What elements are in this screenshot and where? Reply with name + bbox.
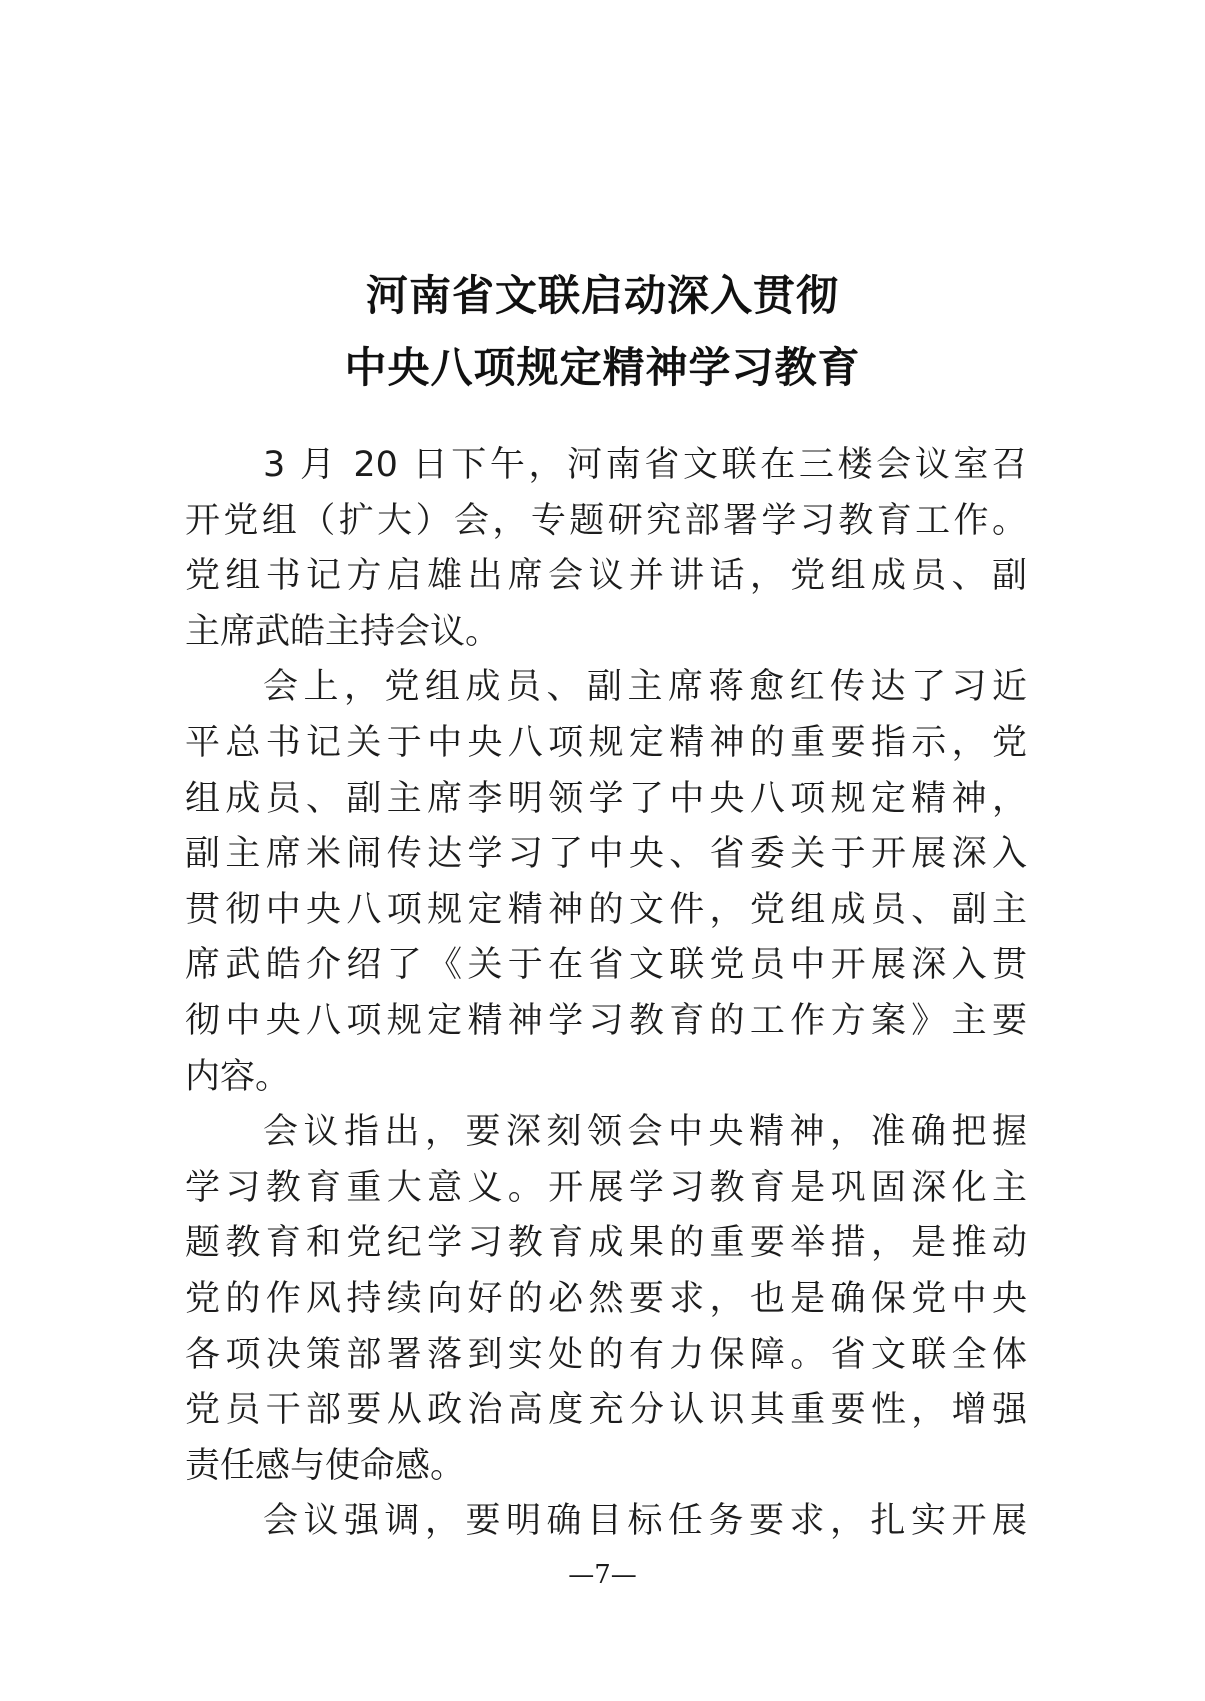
paragraph-line: 责任感与使命感。: [185, 1445, 466, 1486]
paragraph-line: 席武皓介绍了《关于在省文联党员中开展深入贯: [185, 945, 1027, 986]
paragraph-line: 会议强调，要明确目标任务要求，扎实开展: [263, 1501, 1027, 1542]
paragraph-line: 党员干部要从政治高度充分认识其重要性，增强: [185, 1390, 1027, 1431]
document-title: [0, 260, 1205, 404]
paragraph-line: 党组书记方启雄出席会议并讲话，党组成员、副: [185, 556, 1027, 597]
title-line-2: 中央八项规定精神学习教育: [344, 343, 861, 393]
paragraph-line: 副主席米闹传达学习了中央、省委关于开展深入: [185, 834, 1027, 875]
paragraph-line: 组成员、副主席李明领学了中央八项规定精神，: [185, 778, 1027, 819]
paragraph-line: 题教育和党纪学习教育成果的重要举措，是推动: [185, 1223, 1027, 1264]
article-body: [185, 438, 1027, 1550]
paragraph-line: 平总书记关于中央八项规定精神的重要指示，党: [185, 722, 1027, 763]
page-number: —7—: [568, 1560, 637, 1590]
title-line-1: 河南省文联启动深入贯彻: [365, 271, 839, 321]
paragraph-line: 开党组（扩大）会，专题研究部署学习教育工作。: [185, 500, 1027, 541]
paragraph-4: [185, 1494, 1027, 1550]
paragraph-line: 贯彻中央八项规定精神的文件，党组成员、副主: [185, 889, 1027, 930]
paragraph-line: 各项决策部署落到实处的有力保障。省文联全体: [185, 1334, 1027, 1375]
paragraph-line: 学习教育重大意义。开展学习教育是巩固深化主: [185, 1167, 1027, 1208]
paragraph-3: [185, 1105, 1027, 1494]
paragraph-1: [185, 438, 1027, 660]
paragraph-line: 彻中央八项规定精神学习教育的工作方案》主要: [185, 1000, 1027, 1041]
paragraph-line: 会上，党组成员、副主席蒋愈红传达了习近: [263, 667, 1027, 708]
paragraph-2: [185, 660, 1027, 1105]
paragraph-line: 主席武皓主持会议。: [185, 611, 501, 652]
paragraph-line: 会议指出，要深刻领会中央精神，准确把握: [263, 1112, 1027, 1153]
paragraph-line: 党的作风持续向好的必然要求，也是确保党中央: [185, 1278, 1027, 1319]
paragraph-line: 3 月 20 日下午，河南省文联在三楼会议室召: [263, 445, 1027, 485]
paragraph-line: 内容。: [185, 1056, 291, 1097]
